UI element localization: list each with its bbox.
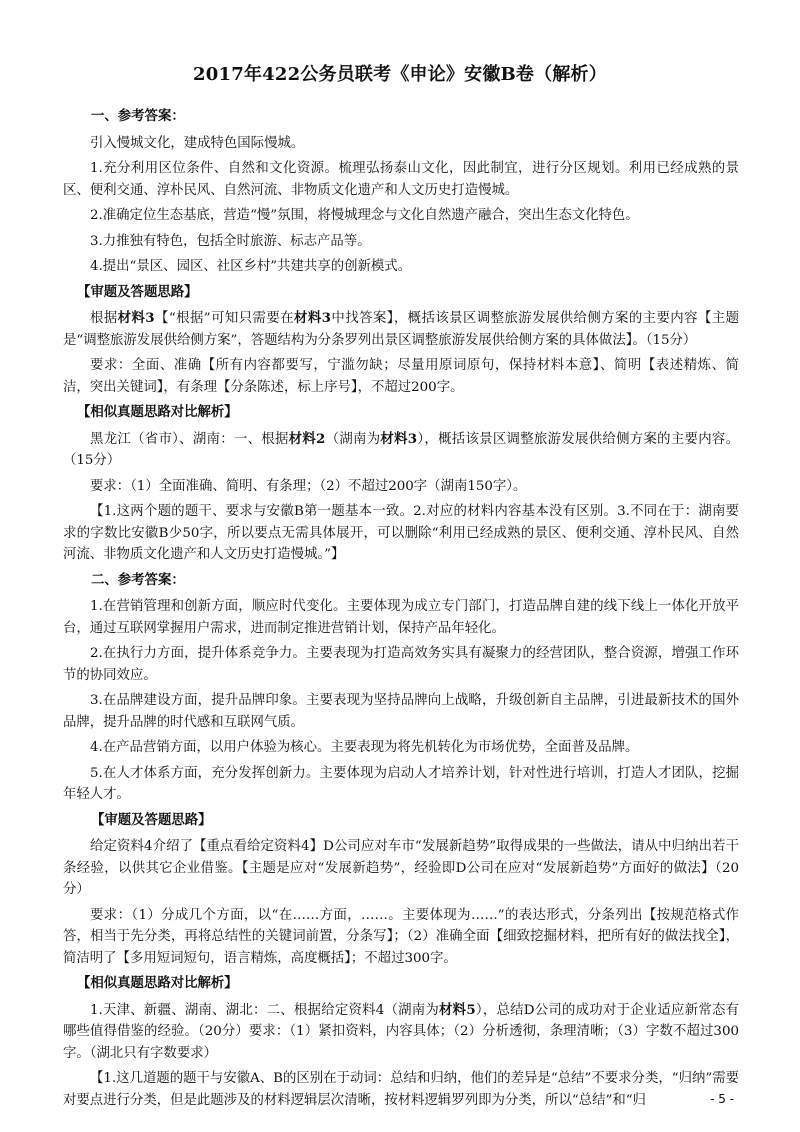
- s2-item-1: 1.在营销管理和创新方面，顺应时代变化。主要体现为成立专门部门，打造品牌自建的线下线上一体化开放平台，通过互联网掌握用户需求，进而制定推进营销计划，保持产品年轻化。: [63, 599, 739, 636]
- s2-analysis: 给定资料4介绍了【重点看给定资料4】D公司应对车市“发展新趋势”取得成果的一些做法，请从中归纳出若干条经验，以供其它企业借鉴。【主题是应对“发展新趋势”，经验即D公司在应对“发展新趋势”方面好的做法】（20分）: [63, 839, 739, 897]
- s2-compare-note: 【1.这几道题的题干与安徽A、B的区别在于动词：总结和归纳，他们的差异是“总结”不要求分类，“归纳”需要对要点进行分类，但是此题涉及的材料逻辑层次清晰，按材料逻辑罗列即为分类，所以“总结”和“归: [63, 1071, 739, 1108]
- s1-analysis: 根据材料3【“根据”可知只需要在材料3中找答案】，概括该景区调整旅游发展供给侧方案的主要内容【主题是“调整旅游发展供给侧方案”，答题结构为分条罗列出景区调整旅游发展供给侧方案的具体做法】。（15分）: [63, 310, 739, 348]
- document-body: [63, 106, 739, 1115]
- s1-item-2: 2.准确定位生态基底，营造“慢”氛围，将慢城理念与文化自然遗产融合，突出生态文化特色。: [90, 208, 639, 223]
- s2-item-4: 4.在产品营销方面，以用户体验为核心。主要表现为将先机转化为市场优势，全面普及品牌。: [90, 740, 639, 755]
- section-2-heading: 二、参考答案：: [91, 571, 185, 588]
- s2-compare: 1.天津、新疆、湖南、湖北：二、根据给定资料4（湖南为材料5），总结D公司的成功对于企业适应新常态有哪些值得借鉴的经验。（20分）要求：（1）紧扣资料，内容具体；（2）分析透彻，条理清晰；（3）字数不超过300字。（湖北只有字数要求）: [63, 1001, 739, 1061]
- page-number: - 5 -: [710, 1092, 734, 1106]
- s2-item-2: 2.在执行力方面，提升体系竞争力。主要表现为打造高效务实具有凝聚力的经营团队，整合资源，增强工作环节的协同效应。: [63, 646, 739, 683]
- page-title: 2017年422公务员联考《申论》安徽B卷（解析）: [193, 64, 607, 85]
- s1-item-1: 1.充分利用区位条件、自然和文化资源。梳理弘扬泰山文化，因此制宜，进行分区规划。利用已经成熟的景区、便利交通、淳朴民风、自然河流、非物质文化遗产和人文历史打造慢城。: [63, 161, 739, 198]
- s2-item-5: 5.在人才体系方面，充分发挥创新力。主要体现为启动人才培养计划，针对性进行培训，打造人才团队，挖掘年轻人才。: [63, 765, 739, 802]
- s2-item-3: 3.在品牌建设方面，提升品牌印象。主要表现为坚持品牌向上战略，升级创新自主品牌，引进最新技术的国外品牌，提升品牌的时代感和互联网气质。: [63, 693, 739, 730]
- section-1-heading: 一、参考答案：: [91, 108, 185, 124]
- s1-compare-note: 【1.这两个题的题干、要求与安徽B第一题基本一致。2.对应的材料内容基本没有区别。3.不同在于：湖南要求的字数比安徽B少50字，所以要点无需具体展开，可以删除“利用已经成熟的景区、便利交通、淳朴民风、自然河流、非物质文化遗产和人文历史打造慢城。”】: [63, 504, 739, 562]
- s2-requirement: 要求：（1）分成几个方面，以“在……方面，……。主要体现为……”的表达形式，分条列出【按规范格式作答，相当于先分类，再将总结性的关键词前置，分条写】；（2）准确全面【细致挖掘材料，把所有好的做法找全】，简洁明了【多用短词短句，语言精炼，高度概括】；不超过300字。: [63, 907, 739, 966]
- s1-intro: 引入慢城文化，建成特色国际慢城。: [90, 135, 305, 151]
- s1-item-4: 4.提出“景区、园区、社区乡村”共建共享的创新模式。: [90, 259, 412, 274]
- s2-compare-heading: 【相似真题思路对比解析】: [77, 975, 238, 991]
- s1-analysis-heading: 【审题及答题思路】: [77, 283, 198, 300]
- s1-compare-requirement: 要求：（1）全面准确、简明、有条理；（2）不超过200字（湖南150字）。: [90, 478, 527, 494]
- s1-requirement: 要求：全面、准确【所有内容都要写，宁滥勿缺；尽量用原词原句，保持材料本意】、简明【表述精炼、简洁，突出关键词】，有条理【分条陈述，标上序号】，不超过200字。: [63, 358, 739, 395]
- s2-analysis-heading: 【审题及答题思路】: [91, 811, 212, 828]
- s1-compare: 黑龙江（省市）、湖南：一、根据材料2（湖南为材料3），概括该景区调整旅游发展供给侧方案的主要内容。（15分）: [63, 430, 739, 468]
- s1-item-3: 3.力推独有特色，包括全时旅游、标志产品等。: [90, 233, 371, 249]
- s1-compare-heading: 【相似真题思路对比解析】: [77, 404, 238, 420]
